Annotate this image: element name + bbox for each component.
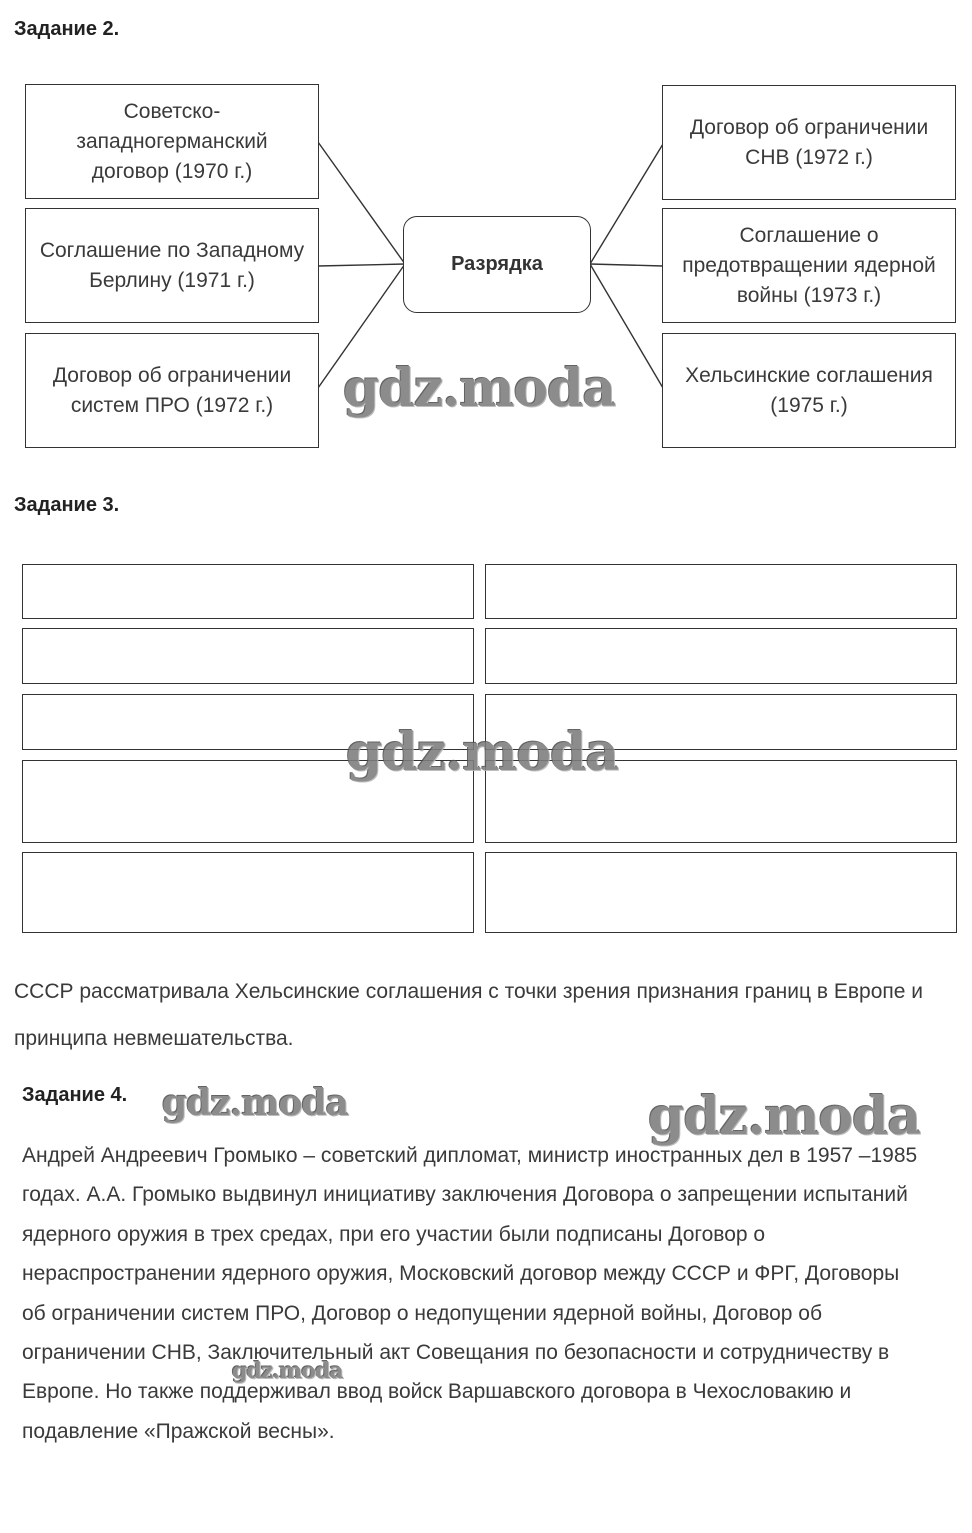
task4-answer: Андрей Андреевич Громыко – советский дипломат, министр иностранных дел в 1957 –1985 годах. А.А. Громыко выдвинул инициативу заключения Договора о запрещении испытаний ядерного оружия в трех средах, при его участии были подписаны Договор о нераспространении ядерного оружия, Московский договор между СССР и ФРГ, Договоры об ограничении систем ПРО, Договор о недопущении ядерной войны, Договор об ограничении СНВ, Заключительный акт Совещания по безопасности и сотрудничеству в Европе. Но также поддерживал ввод войск Варшавского договора в Чехословакию и подавление «Пражской весны». [22, 1144, 918, 1443]
table-cell [22, 628, 474, 684]
connector-left-1 [318, 142, 405, 264]
center-node: Разрядка [403, 216, 591, 313]
connector-left-2 [318, 264, 405, 266]
left-box-3: Договор об ограничении систем ПРО (1972 г.) [25, 333, 319, 448]
watermark: gdz.moda [346, 722, 619, 783]
task4-heading: Задание 4. [22, 1084, 128, 1106]
left-box-2: Соглашение по Западному Берлину (1971 г.) [25, 208, 319, 323]
table-cell [485, 628, 957, 684]
watermark: gdz.moda [162, 1082, 348, 1124]
connector-right-2 [590, 264, 663, 266]
right-box-2: Соглашение о предотвращении ядерной войны (1973 г.) [662, 208, 956, 323]
task2-heading: Задание 2. [14, 18, 120, 40]
table-cell [22, 852, 474, 933]
task3-heading: Задание 3. [14, 494, 120, 516]
table-cell [485, 852, 957, 933]
connector-right-1 [590, 144, 663, 264]
watermark: gdz.moda [343, 358, 616, 419]
right-box-1: Договор об ограничении СНВ (1972 г.) [662, 85, 956, 200]
watermark: gdz.moda [232, 1358, 343, 1384]
table-cell [485, 564, 957, 619]
watermark: gdz.moda [648, 1086, 921, 1147]
table-cell [22, 564, 474, 619]
right-box-3: Хельсинские соглашения (1975 г.) [662, 333, 956, 448]
left-box-1: Советско-западногерманский договор (1970 г.) [25, 84, 319, 199]
task3-answer: СССР рассматривала Хельсинские соглашения с точки зрения признания границ в Европе и принципа невмешательства. [14, 980, 923, 1050]
